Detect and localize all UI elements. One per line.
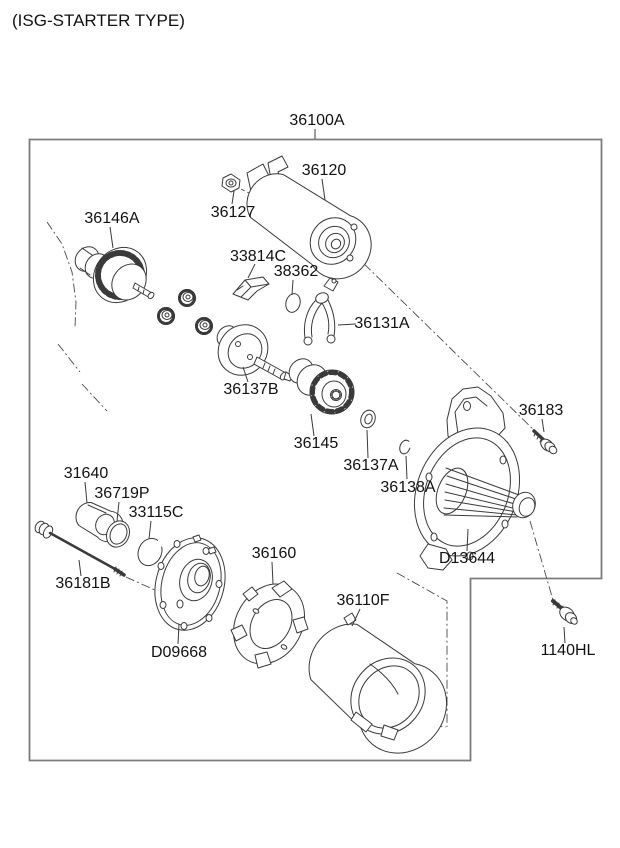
part-38362-drawing [284,292,302,314]
part-label-36160[interactable]: 36160 [251,545,297,563]
leader-31640 [85,482,87,503]
part-label-36183[interactable]: 36183 [518,402,564,420]
centerline-bracket-to-bolt [530,521,553,600]
part-36138A-drawing [398,439,412,456]
centerline-solenoid-axis [352,252,540,436]
part-label-36145[interactable]: 36145 [293,435,339,453]
part-36145-drawing [284,354,354,414]
part-label-36719P[interactable]: 36719P [94,485,150,503]
part-label-36131A[interactable]: 36131A [354,315,410,333]
part-label-36146A[interactable]: 36146A [84,210,140,228]
leader-36120 [322,179,325,200]
part-label-36127[interactable]: 36127 [210,204,256,222]
part-36137B-drawing [208,315,292,386]
part-36137A-drawing [358,408,377,430]
leader-36145 [311,414,314,436]
leader-33814C [248,264,255,278]
part-label-1140HL[interactable]: 1140HL [540,642,596,660]
leader-36137A [367,430,368,458]
part-36127-drawing [222,174,240,192]
leader-38362 [292,280,293,295]
part-D09668-drawing [145,530,235,638]
leader-36160 [272,562,273,584]
part-label-36181B[interactable]: 36181B [55,575,111,593]
leader-36131A [338,324,356,325]
leader-33115C [149,521,151,539]
part-label-31640[interactable]: 31640 [63,465,109,483]
part-36183-drawing [534,431,558,455]
alignment-line-left-mid [58,344,80,372]
part-label-33115C[interactable]: 33115C [128,504,184,522]
part-label-36110F[interactable]: 36110F [336,592,390,610]
part-label-33814C[interactable]: 33814C [229,248,287,266]
part-label-36100A[interactable]: 36100A [289,112,345,130]
part-36110F-drawing [309,613,446,753]
leader-36146A [110,227,113,248]
part-36160-drawing [219,571,318,677]
part-33814C-drawing [233,277,269,300]
part-label-D13644[interactable]: D13644 [438,550,496,568]
part-label-36137A[interactable]: 36137A [343,457,399,475]
part-label-36137B[interactable]: 36137B [223,381,279,399]
alignment-line-left-lower [82,384,107,411]
leader-36127 [232,191,234,204]
leader-36181B [79,560,81,576]
leader-36138A [406,456,407,479]
leader-36183 [542,419,544,432]
part-36131A-drawing [304,278,338,345]
part-label-D09668[interactable]: D09668 [150,644,208,662]
part-1140HL-drawing [553,600,579,626]
page-title: (ISG-STARTER TYPE) [12,11,185,30]
part-label-36138A[interactable]: 36138A [380,479,436,497]
leader-1140HL [564,627,565,643]
part-label-38362[interactable]: 38362 [273,263,319,281]
part-36146A-drawing [70,237,157,313]
planet-gears-drawing [158,290,213,335]
part-label-36120[interactable]: 36120 [301,162,347,180]
alignment-line-left-upper [47,222,76,328]
